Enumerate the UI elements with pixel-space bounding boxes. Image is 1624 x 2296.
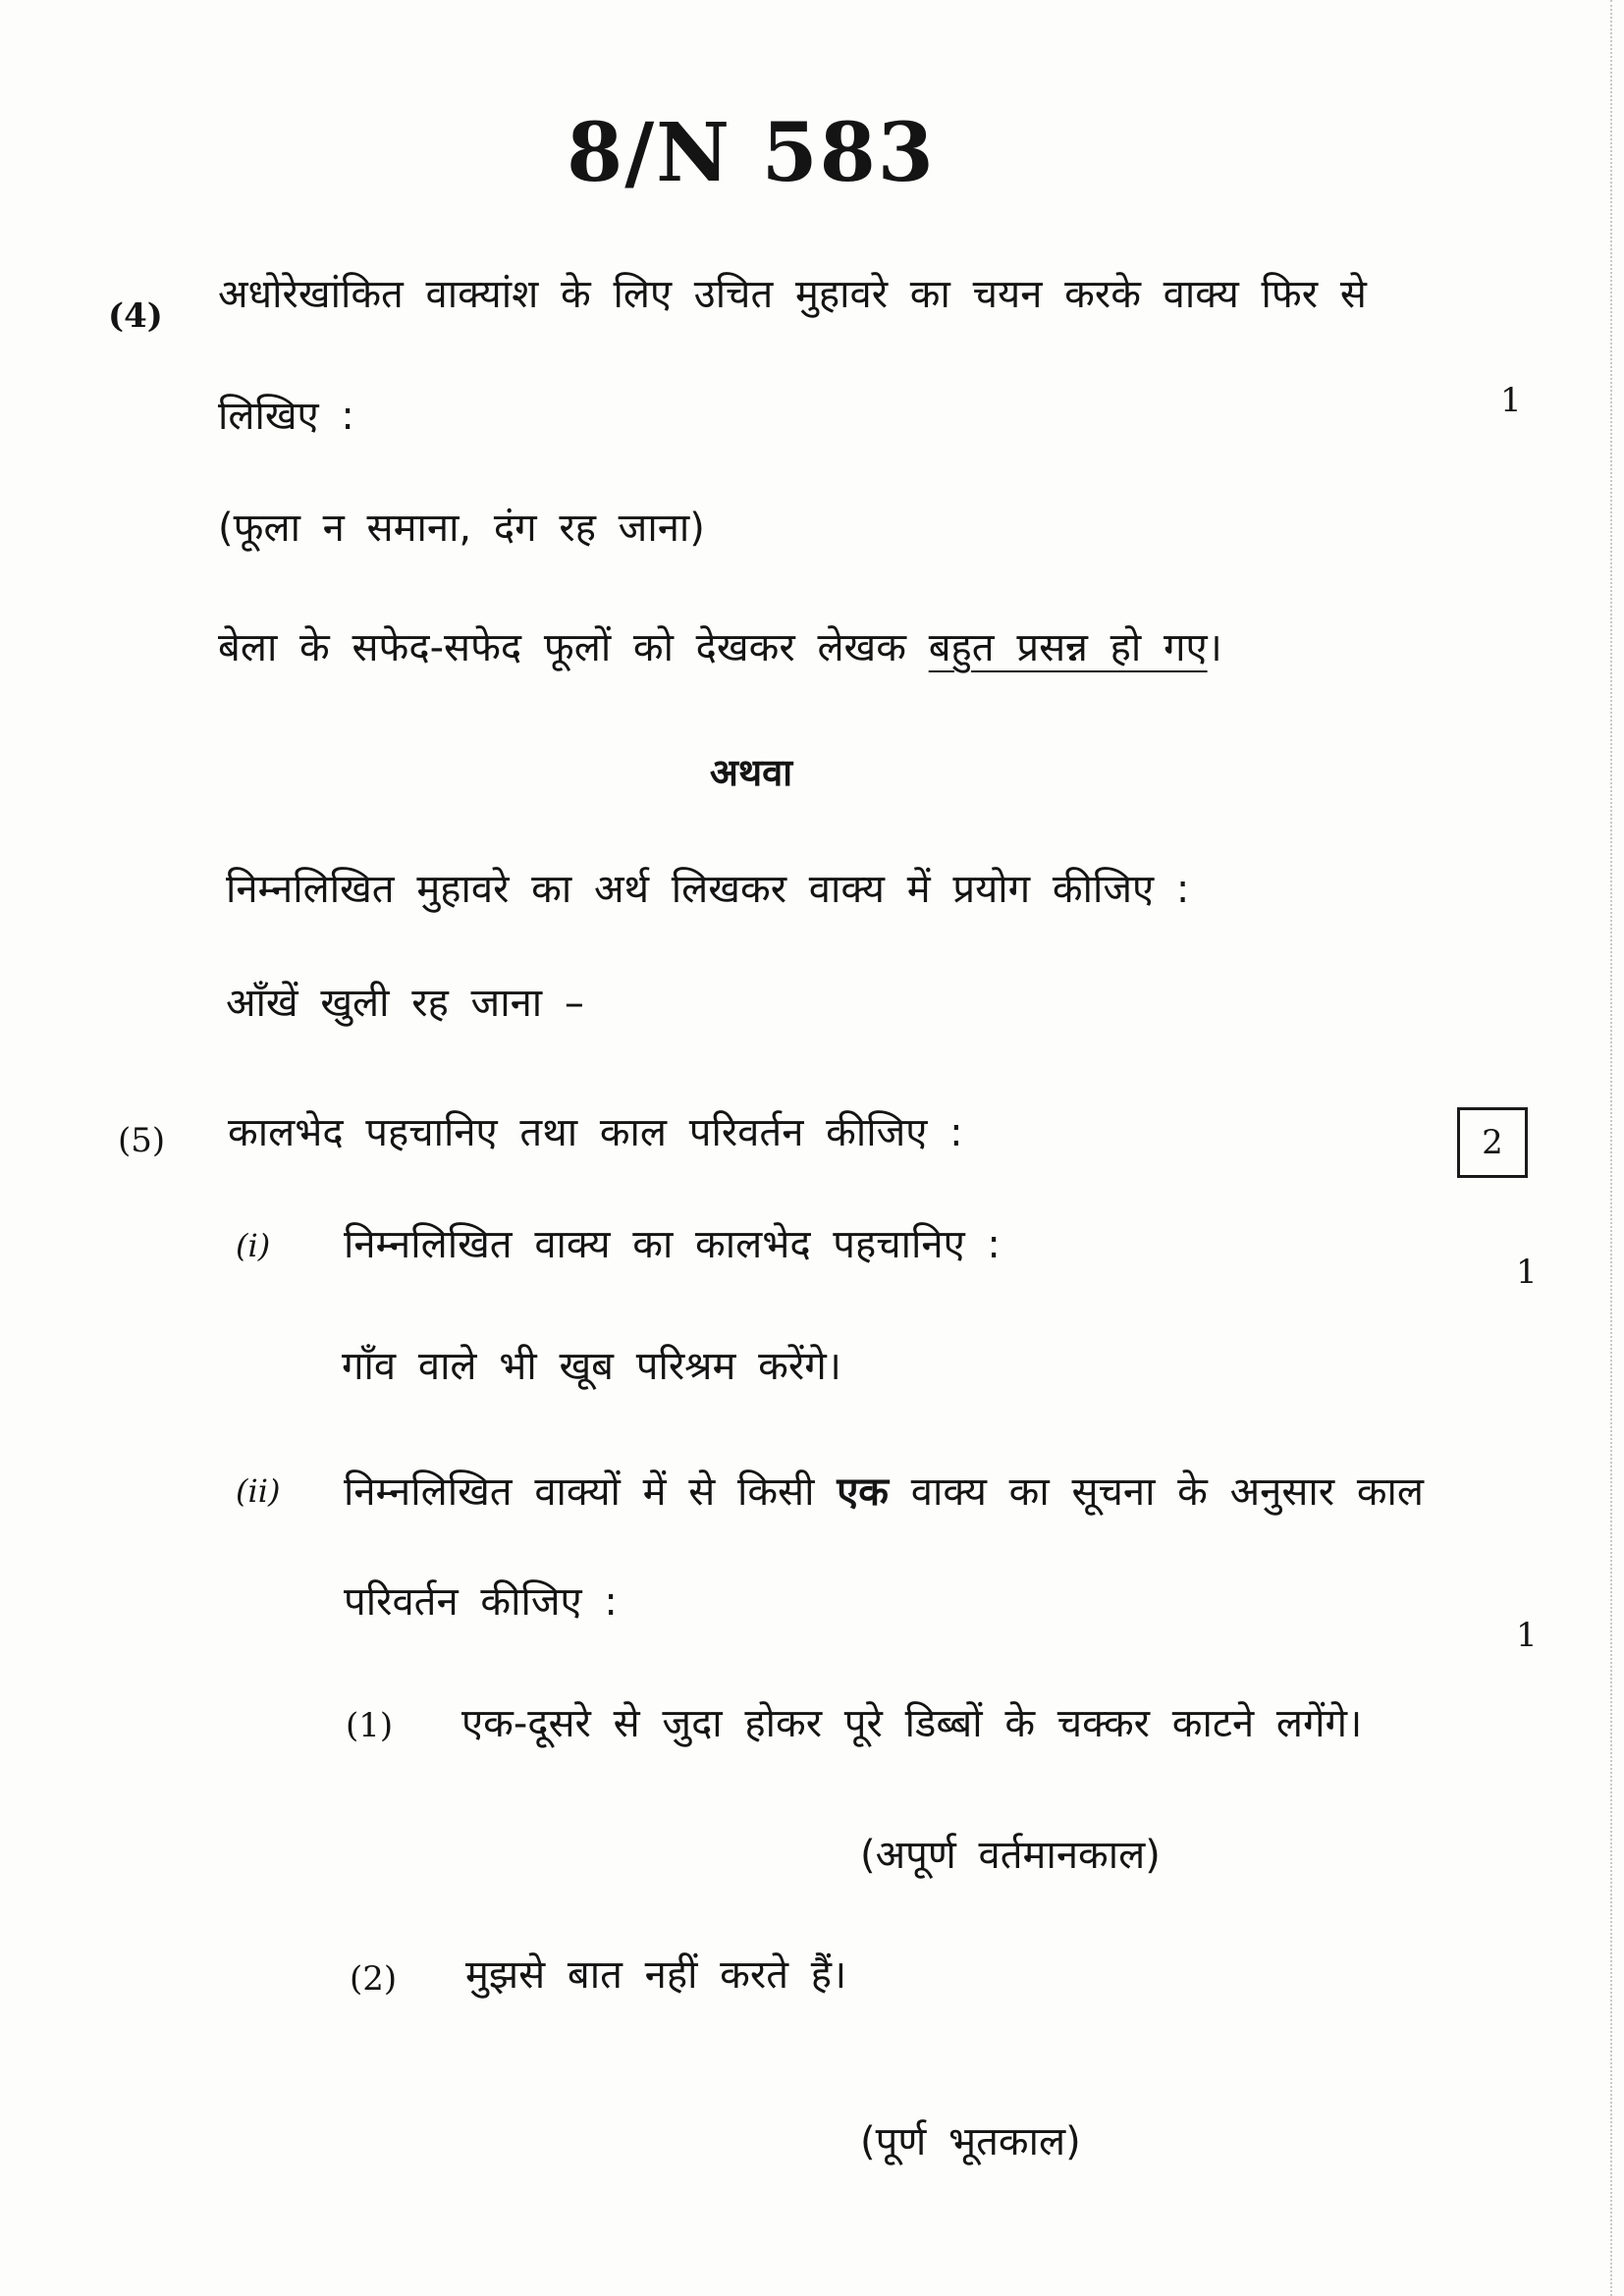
question-4-options: (फूला न समाना, दंग रह जाना) xyxy=(218,506,705,551)
part-i-label: (i) xyxy=(236,1227,271,1264)
part-ii-instruction-line2: परिवर्तन कीजिए : xyxy=(344,1579,618,1625)
part-ii-instruction-emphasis: एक xyxy=(837,1469,890,1515)
underlined-phrase: बहुत प्रसन्न हो गए xyxy=(928,625,1208,670)
part-i-marks: 1 xyxy=(1516,1253,1538,1292)
part-ii-instruction-start: निम्नलिखित वाक्यों में से किसी xyxy=(344,1469,838,1515)
item-2-tense: (पूर्ण भूतकाल) xyxy=(860,2119,1081,2164)
question-4-instruction-line1: अधोरेखांकित वाक्यांश के लिए उचित मुहावरे का चयन करके वाक्य फिर से xyxy=(218,272,1367,317)
part-ii-instruction xyxy=(344,1465,1424,1520)
item-1-tense: (अपूर्ण वर्तमानकाल) xyxy=(860,1833,1161,1878)
item-2-label: (2) xyxy=(350,1959,398,1999)
part-ii-marks: 1 xyxy=(1516,1616,1538,1655)
part-i-instruction: निम्नलिखित वाक्य का कालभेद पहचानिए : xyxy=(344,1222,1001,1267)
or-heading: अथवा xyxy=(709,751,793,794)
part-ii-label: (ii) xyxy=(236,1472,281,1510)
question-4-sentence xyxy=(218,620,1222,675)
sentence-plain-part: बेला के सफेद-सफेद फूलों को देखकर लेखक xyxy=(218,625,929,670)
page-title: 8/N 583 xyxy=(567,106,936,200)
question-4-number: (4) xyxy=(108,296,163,336)
question-5-total-marks-box: 2 xyxy=(1457,1107,1528,1178)
question-5-instruction: कालभेद पहचानिए तथा काल परिवर्तन कीजिए : xyxy=(228,1110,963,1155)
sentence-end-mark: । xyxy=(1207,625,1222,670)
question-4-marks: 1 xyxy=(1500,381,1522,420)
question-4-alt-instruction: निम्नलिखित मुहावरे का अर्थ लिखकर वाक्य में प्रयोग कीजिए : xyxy=(226,867,1190,912)
question-4-idiom: आँखें खुली रह जाना – xyxy=(226,981,584,1026)
item-2-sentence: मुझसे बात नहीं करते हैं। xyxy=(465,1952,847,1998)
item-1-label: (1) xyxy=(346,1706,394,1745)
part-i-sentence: गाँव वाले भी खूब परिश्रम करेंगे। xyxy=(342,1344,841,1389)
question-4-instruction-line2: लिखिए : xyxy=(218,394,354,439)
item-1-sentence: एक-दूसरे से जुदा होकर पूरे डिब्बों के चक्कर काटने लगेंगे। xyxy=(461,1701,1363,1746)
part-ii-instruction-end: वाक्य का सूचना के अनुसार काल xyxy=(889,1469,1425,1515)
page-edge-divider xyxy=(1610,0,1614,2296)
question-5-number: (5) xyxy=(118,1121,166,1160)
